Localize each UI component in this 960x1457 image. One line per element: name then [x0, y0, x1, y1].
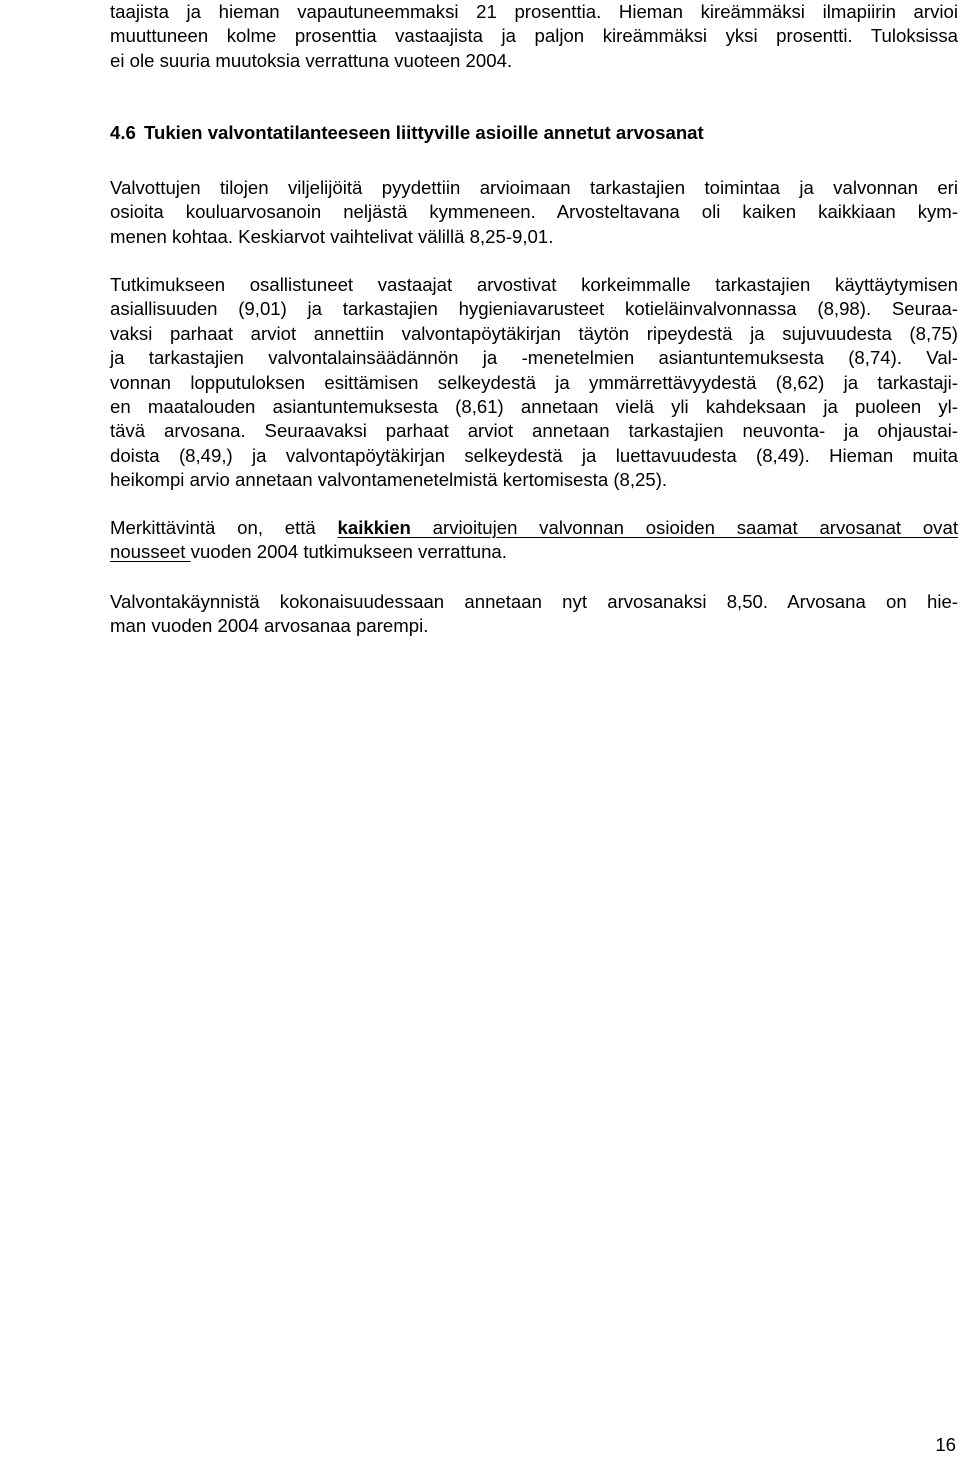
paragraph3-underlined-line2: nousseet [110, 541, 191, 563]
page-number: 16 [935, 1434, 956, 1455]
intro-paragraph [110, 0, 958, 73]
intro-line-2: muuttuneen kolme prosenttia vastaajista ja paljon kireämmäksi yksi prosentti. Tuloksissa [110, 25, 958, 47]
paragraph2-line-1: Tutkimukseen osallistuneet vastaajat arvostivat korkeimmalle tarkastajien käyttäytymisen [110, 274, 958, 295]
paragraph2-line-3: vaksi parhaat arviot annettiin valvontapöytäkirjan täytön ripeydestä ja sujuvuudesta (8,75) [110, 322, 958, 344]
paragraph3-line-2 [110, 540, 958, 564]
paragraph1-line-2: osioita kouluarvosanoin neljästä kymmeneen. Arvosteltavana oli kaiken kaikkiaan kym- [110, 201, 958, 223]
paragraph3-suffix: vuoden 2004 tutkimukseen verrattuna. [190, 541, 507, 563]
section-heading [110, 121, 704, 145]
paragraph2-line-5: vonnan lopputuloksen esittämisen selkeydestä ja ymmärrettävyydestä (8,62) ja tarkastaji- [110, 371, 958, 393]
paragraph1-line-3: menen kohtaa. Keskiarvot vaihtelivat välillä 8,25-9,01. [110, 225, 554, 247]
paragraph-ratings-details [110, 273, 958, 493]
intro-line-1: taajista ja hieman vapautuneemmaksi 21 prosenttia. Hieman kireämmäksi ilmapiirin arvioi [110, 1, 958, 22]
paragraph2-line-8: doista (8,49,) ja valvontapöytäkirjan selkeydestä ja luettavuudesta (8,49). Hieman muita [110, 444, 958, 466]
paragraph3-line-1 [110, 516, 958, 540]
paragraph3-prefix: Merkittävintä on, että [110, 517, 338, 538]
paragraph2-line-2: asiallisuuden (9,01) ja tarkastajien hygieniavarusteet kotieläinvalvonnassa (8,98). Seuraa- [110, 298, 958, 320]
paragraph4-line-2: man vuoden 2004 arvosanaa parempi. [110, 615, 429, 637]
paragraph3-underlined-text: arvioitujen valvonnan osioiden saamat arvosanat ovat [410, 517, 958, 538]
intro-line-3: ei ole suuria muutoksia verrattuna vuoteen 2004. [110, 49, 513, 71]
paragraph-ratings-intro [110, 176, 958, 249]
section-number: 4.6 [110, 122, 136, 143]
paragraph2-line-6: en maatalouden asiantuntemuksesta (8,61) annetaan vielä yli kahdeksaan ja puoleen yl- [110, 396, 958, 418]
paragraph1-line-1: Valvottujen tilojen viljelijöitä pyydettiin arvioimaan tarkastajien toimintaa ja valvonnan eri [110, 177, 958, 198]
paragraph2-line-7: tävä arvosana. Seuraavaksi parhaat arviot annetaan tarkastajien neuvonta- ja ohjaustai- [110, 420, 958, 442]
paragraph2-line-4: ja tarkastajien valvontalainsäädännön ja -menetelmien asiantuntemuksesta (8,74). Val- [110, 347, 958, 369]
paragraph2-line-9: heikompi arvio annetaan valvontamenetelmistä kertomisesta (8,25). [110, 469, 668, 491]
section-title: Tukien valvontatilanteeseen liittyville asioille annetut arvosanat [144, 122, 704, 143]
paragraph-overall-rating [110, 590, 958, 639]
paragraph3-emphasis: kaikkien [337, 517, 411, 538]
paragraph4-line-1: Valvontakäynnistä kokonaisuudessaan annetaan nyt arvosanaksi 8,50. Arvosana on hie- [110, 591, 958, 612]
paragraph-improvement-note [110, 516, 958, 565]
